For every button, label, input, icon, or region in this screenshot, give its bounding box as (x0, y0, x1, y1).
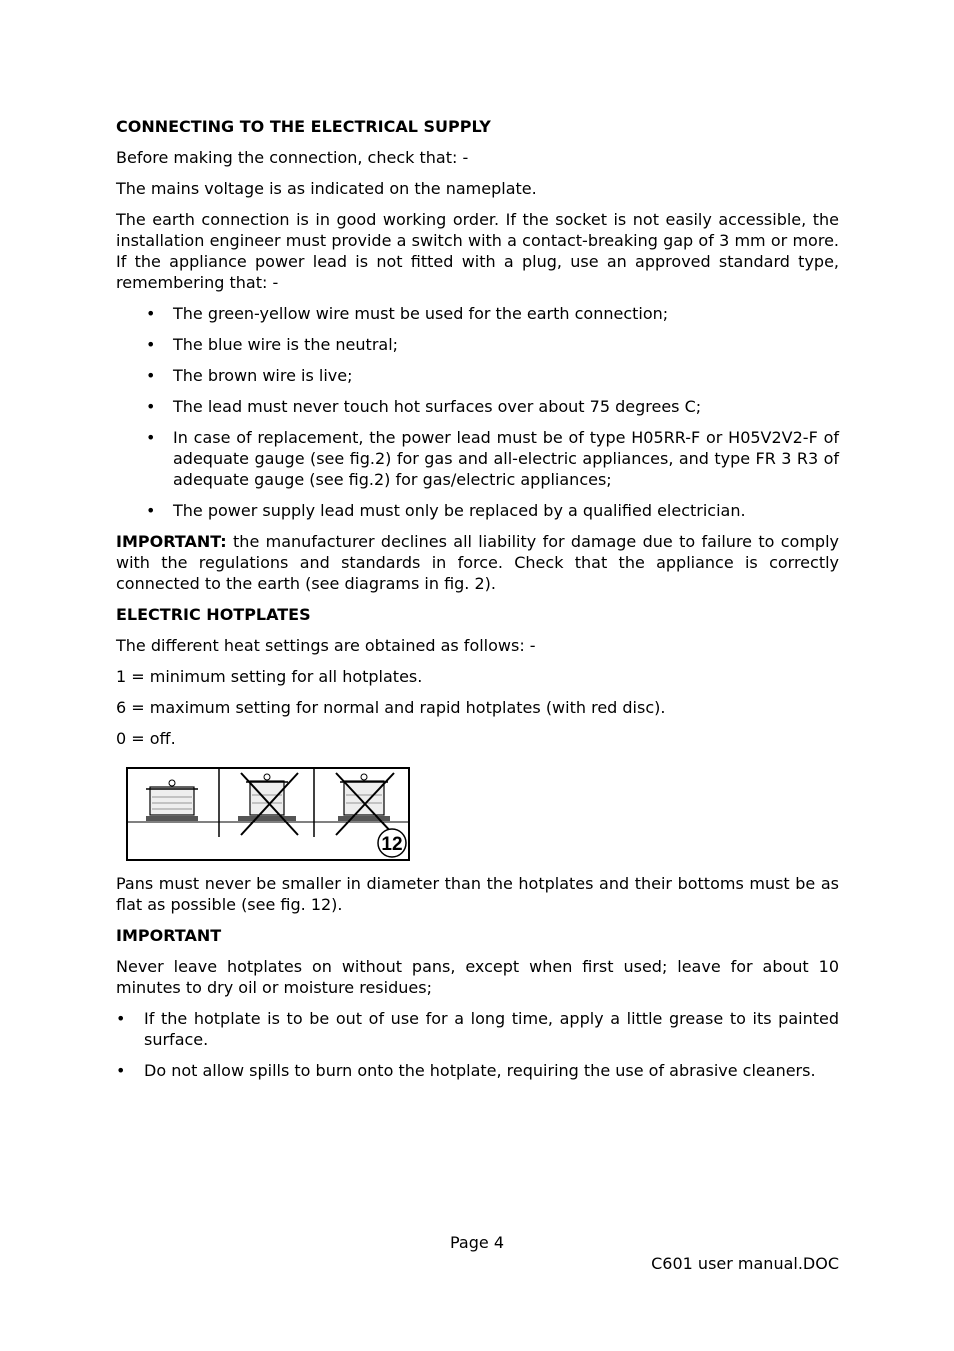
document-name: C601 user manual.DOC (651, 1254, 839, 1273)
bullet-icon: • (146, 428, 156, 447)
wiring-bullet-list (116, 303, 839, 521)
list-item: • If the hotplate is to be out of use for a long time, apply a little grease to its painted surface. (116, 1009, 839, 1049)
section-heading-important: IMPORTANT (116, 926, 222, 945)
list-item: • The power supply lead must only be replaced by a qualified electrician. (146, 501, 746, 520)
bullet-icon: • (146, 366, 156, 385)
bullet-icon: • (146, 397, 156, 416)
hotplate-bullet-list (116, 1008, 839, 1081)
paragraph: The different heat settings are obtained as follows: - (116, 636, 536, 655)
list-item: • Do not allow spills to burn onto the hotplate, requiring the use of abrasive cleaners. (116, 1061, 816, 1080)
pan-size-figure (126, 767, 410, 861)
paragraph: Never leave hotplates on without pans, except when first used; leave for about 10 minutes to dry oil or moisture residues; (116, 957, 839, 997)
list-item: • The green-yellow wire must be used for the earth connection; (146, 304, 669, 323)
page-content (116, 116, 839, 1091)
list-item: • The brown wire is live; (146, 366, 353, 385)
paragraph: Before making the connection, check that: - (116, 148, 469, 167)
bullet-icon: • (116, 1009, 126, 1028)
bullet-icon: • (146, 304, 156, 323)
page-number: Page 4 (450, 1233, 504, 1252)
bullet-icon: • (116, 1061, 126, 1080)
paragraph: 1 = minimum setting for all hotplates. (116, 667, 423, 686)
section-heading-electrical-supply: CONNECTING TO THE ELECTRICAL SUPPLY (116, 117, 491, 136)
important-label: IMPORTANT: (116, 532, 227, 551)
list-item: • In case of replacement, the power lead must be of type H05RR-F or H05V2V2-F of adequate gauge (see fig.2) for gas and all-electric appliances, and type FR 3 R3 of adequate gauge (see fig.2) for gas/electric appliances; (146, 428, 839, 489)
paragraph: 0 = off. (116, 729, 176, 748)
paragraph: 6 = maximum setting for normal and rapid hotplates (with red disc). (116, 698, 666, 717)
paragraph: Pans must never be smaller in diameter than the hotplates and their bottoms must be as flat as possible (see fig. 12). (116, 874, 839, 914)
paragraph: The earth connection is in good working order. If the socket is not easily accessible, the installation engineer must provide a switch with a contact-breaking gap of 3 mm or more. If the appliance power lead is not fitted with a plug, use an approved standard type, remembering that: - (116, 210, 839, 292)
list-item: • The blue wire is the neutral; (146, 335, 399, 354)
list-item: • The lead must never touch hot surfaces over about 75 degrees C; (146, 397, 702, 416)
bullet-icon: • (146, 501, 156, 520)
bullet-icon: • (146, 335, 156, 354)
section-heading-electric-hotplates: ELECTRIC HOTPLATES (116, 605, 311, 624)
important-paragraph: IMPORTANT: the manufacturer declines all liability for damage due to failure to comply with the regulations and standards in force. Check that the appliance is correctly connected to the earth (see diagrams in fig. 2). (116, 532, 839, 593)
paragraph: The mains voltage is as indicated on the nameplate. (116, 179, 537, 198)
pan-diagram (126, 767, 410, 861)
figure-number: 12 (381, 834, 403, 855)
